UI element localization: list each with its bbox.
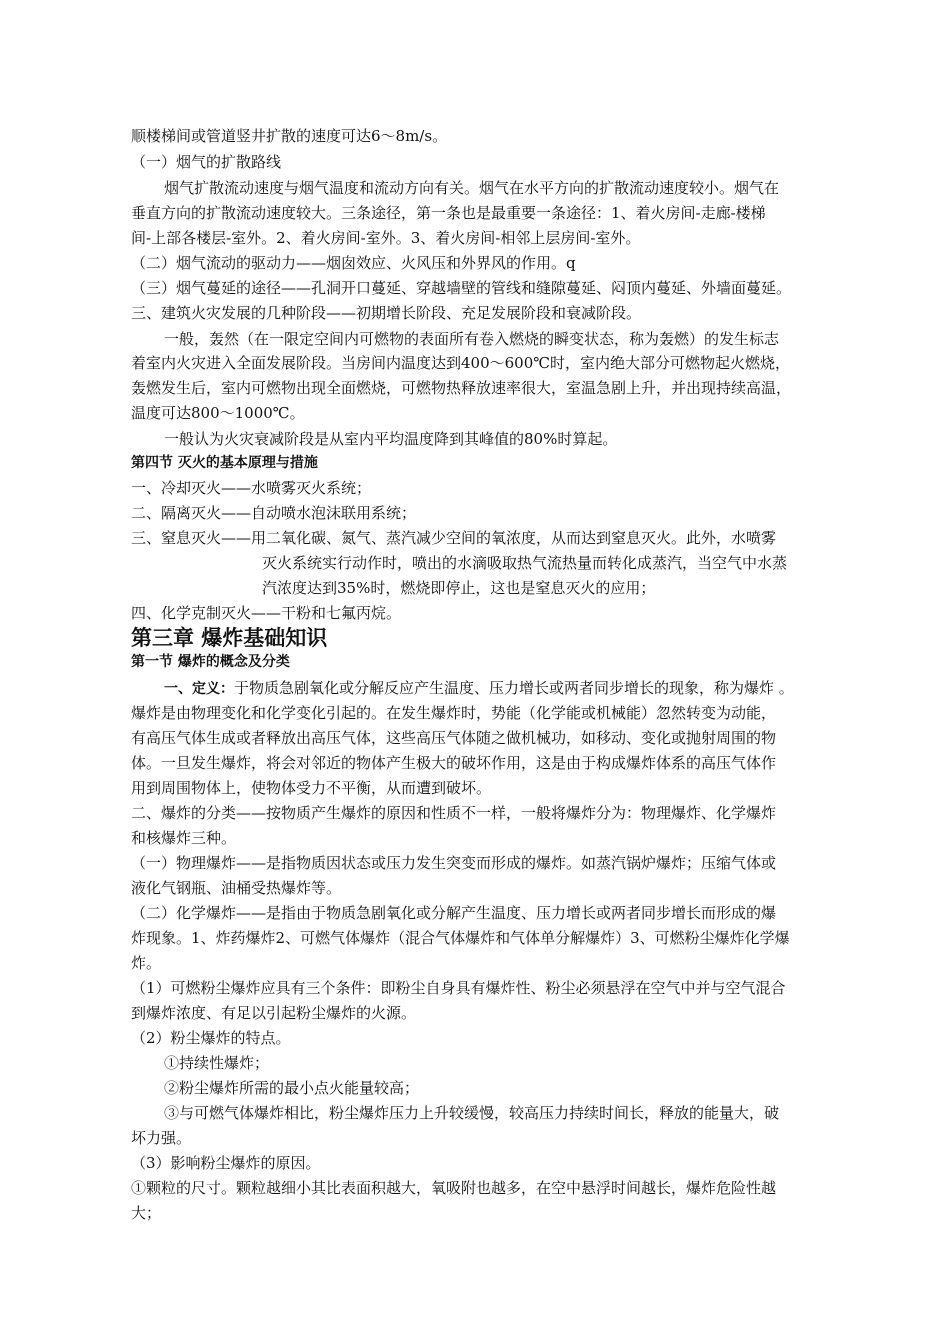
definition-line <box>164 677 794 700</box>
chapter-heading: 第三章 爆炸基础知识 <box>131 626 328 650</box>
text-line: 三、建筑火灾发展的几种阶段——初期增长阶段、充足发展阶段和衰减阶段。 <box>131 304 642 322</box>
text-line: 一般认为火灾衰减阶段是从室内平均温度降到其峰值的80%时算起。 <box>164 430 618 448</box>
text-line: 温度可达800～1000℃。 <box>131 404 305 422</box>
list-item: 四、化学克制灭火——干粉和七氟丙烷。 <box>131 604 402 622</box>
text-line: 烟气扩散流动速度与烟气温度和流动方向有关。烟气在水平方向的扩散流动速度较小。烟气在 <box>164 179 780 197</box>
text-line: 二、爆炸的分类——按物质产生爆炸的原因和性质不一样，一般将爆炸分为：物理爆炸、化学爆炸 <box>131 804 777 822</box>
text-line: 垂直方向的扩散流动速度较大。三条途径，第一条也是最重要一条途径：1、着火房间-走廊-楼梯 <box>131 204 766 222</box>
text-line: 顺楼梯间或管道竖井扩散的速度可达6～8m/s。 <box>131 127 448 145</box>
text-line: （3）影响粉尘爆炸的原因。 <box>131 1154 321 1172</box>
definition-text: 于物质急剧氧化或分解反应产生温度、压力增长或两者同步增长的现象，称为爆炸 。 <box>234 679 794 697</box>
subsection-heading: （二）烟气流动的驱动力——烟囱效应、火风压和外界风的作用。q <box>131 254 576 272</box>
definition-label: 一、定义： <box>164 681 234 697</box>
text-line: 到爆炸浓度、有足以引起粉尘爆炸的火源。 <box>131 1004 417 1022</box>
list-item: ②粉尘爆炸所需的最小点火能量较高； <box>164 1079 420 1097</box>
subsection-heading: （一）物理爆炸——是指物质因状态或压力发生突变而形成的爆炸。如蒸汽锅炉爆炸；压缩气体或 <box>131 854 777 872</box>
list-item: 一、冷却灭火——水喷雾灭火系统； <box>131 479 372 497</box>
subsection-heading: （一）烟气的扩散路线 <box>131 153 282 171</box>
text-line: 液化气钢瓶、油桶受热爆炸等。 <box>131 879 342 897</box>
list-item: ③与可燃气体爆炸相比，粉尘爆炸压力上升较缓慢，较高压力持续时间长，释放的能量大，破 <box>164 1104 780 1122</box>
subsection-heading: （二）化学爆炸——是指由于物质急剧氧化或分解产生温度、压力增长或两者同步增长而形成的爆 <box>131 904 777 922</box>
text-line: 一般，轰然（在一限定空间内可燃物的表面所有卷入燃烧的瞬变状态，称为轰燃）的发生标志 <box>164 330 780 348</box>
text-line: 有高压气体生成或者释放出高压气体，这些高压气体随之做机械功，如移动、变化或抛射周围的物 <box>131 729 777 747</box>
text-line: 爆炸是由物理变化和化学变化引起的。在发生爆炸时，势能（化学能或机械能）忽然转变为动能， <box>131 704 777 722</box>
text-line: （1）可燃粉尘爆炸应具有三个条件：即粉尘自身具有爆炸性、粉尘必须悬浮在空气中并与空气混合 <box>131 979 786 997</box>
text-line: 炸现象。1、炸药爆炸2、可燃气体爆炸（混合气体爆炸和气体单分解爆炸）3、可燃粉尘爆炸化学爆 <box>131 929 790 947</box>
text-line: （2）粉尘爆炸的特点。 <box>131 1029 291 1047</box>
list-item: 二、隔离灭火——自动喷水泡沫联用系统； <box>131 504 417 522</box>
text-line: 体。一旦发生爆炸，将会对邻近的物体产生极大的破坏作用，这是由于构成爆炸体系的高压气体作 <box>131 754 777 772</box>
text-line: 炸。 <box>131 954 162 972</box>
text-line: 和核爆炸三种。 <box>131 829 237 847</box>
text-line: 大； <box>131 1204 162 1222</box>
subsection-heading: （三）烟气蔓延的途径——孔洞开口蔓延、穿越墙壁的管线和缝隙蔓延、闷顶内蔓延、外墙面蔓延。 <box>131 279 792 297</box>
text-line: 灭火系统实行动作时，喷出的水滴吸取热气流热量而转化成蒸汽，当空气中水蒸 <box>262 554 788 572</box>
text-line: 轰燃发生后，室内可燃物出现全面燃烧，可燃物热释放速率很大，室温急剧上升，并出现持续高温， <box>131 379 792 397</box>
text-line: 坏力强。 <box>131 1129 192 1147</box>
section-heading: 第一节 爆炸的概念及分类 <box>131 654 290 670</box>
list-item: ①颗粒的尺寸。颗粒越细小其比表面积越大，氧吸附也越多，在空中悬浮时间越长，爆炸危险性越 <box>131 1179 777 1197</box>
text-line: 着室内火灾进入全面发展阶段。当房间内温度达到400～600℃时，室内绝大部分可燃物起火燃烧， <box>131 354 791 372</box>
text-line: 间-上部各楼层-室外。2、着火房间-室外。3、着火房间-相邻上层房间-室外。 <box>131 229 641 247</box>
list-item: ①持续性爆炸； <box>164 1054 270 1072</box>
text-line: 汽浓度达到35%时，燃烧即停止，这也是窒息灭火的应用； <box>262 579 656 597</box>
section-heading: 第四节 灭火的基本原理与措施 <box>131 455 318 471</box>
list-item: 三、窒息灭火——用二氧化碳、氮气、蒸汽减少空间的氧浓度，从而达到窒息灭火。此外，水喷雾 <box>131 529 777 547</box>
text-line: 用到周围物体上，使物体受力不平衡，从而遭到破坏。 <box>131 779 492 797</box>
